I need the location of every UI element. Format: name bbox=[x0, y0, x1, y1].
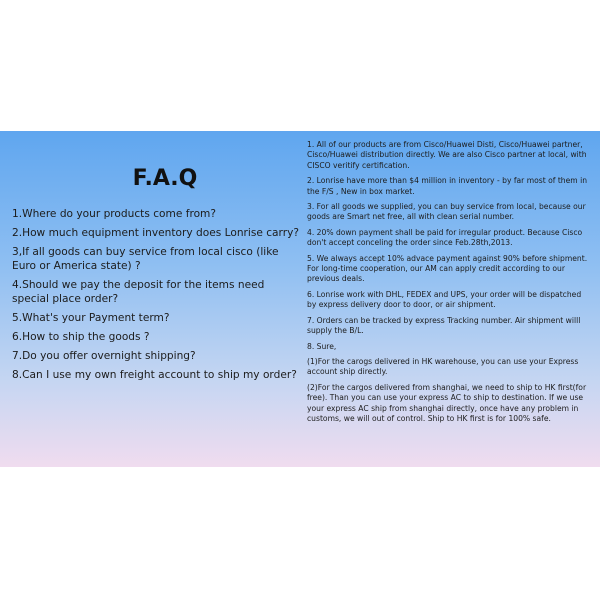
question-item: 5.What's your Payment term? bbox=[12, 312, 170, 324]
question-item: 6.How to ship the goods ? bbox=[12, 331, 150, 343]
answer-item: 4. 20% down payment shall be paid for irregular product. Because Cisco don't accept conceling the order since Feb.28th,2013. bbox=[307, 227, 583, 248]
question-item: 1.Where do your products come from? bbox=[12, 208, 217, 220]
answer-item: 6. Lonrise work with DHL, FEDEX and UPS, your order will be dispatched by express delivery door to door, or air shipment. bbox=[307, 289, 582, 310]
answer-item: 2. Lonrise have more than $4 million in inventory - by far most of them in the F/S , New in box market. bbox=[307, 176, 588, 196]
faq-title: F.A.Q bbox=[132, 166, 198, 191]
answer-item: 8. Sure, bbox=[307, 341, 337, 351]
faq-slide bbox=[0, 131, 600, 467]
question-item: 8.Can I use my own freight account to ship my order? bbox=[12, 369, 297, 381]
question-item: 4.Should we pay the deposit for the items need special place order? bbox=[12, 279, 265, 305]
question-list bbox=[12, 207, 302, 387]
question-item: 3,If all goods can buy service from local cisco (like Euro or America state) ? bbox=[12, 246, 279, 272]
answer-item: 3. For all goods we supplied, you can buy service from local, because our goods are Smart net free, all with clean serial number. bbox=[307, 202, 586, 222]
answer-item: 5. We always accept 10% advace payment against 90% before shipment. For long-time cooperation, our AM can apply credit according to our previous deals. bbox=[307, 253, 588, 284]
question-item: 2.How much equipment inventory does Lonrise carry? bbox=[12, 227, 299, 239]
answer-item: (1)For the carogs delivered in HK warehouse, you can use your Express account ship directly. bbox=[307, 356, 579, 377]
answer-item: (2)For the cargos delivered from shanghai, we need to ship to HK first(for free). Than you can use your express AC to ship to destination. If we use your express AC ship from shanghai directly, once have any problem in customs, we will out of control. Ship to HK first is for 100% safe. bbox=[307, 382, 587, 423]
answer-item: 7. Orders can be tracked by express Tracking number. Air shipment willl supply the B/L. bbox=[307, 315, 581, 336]
answer-list bbox=[307, 140, 591, 429]
question-item: 7.Do you offer overnight shipping? bbox=[12, 350, 196, 362]
answer-item: 1. All of our products are from Cisco/Huawei Disti, Cisco/Huawei partner, Cisco/Huawei distribution directly. We are also Cisco partner at local, with CISCO veritify certification. bbox=[307, 140, 587, 170]
